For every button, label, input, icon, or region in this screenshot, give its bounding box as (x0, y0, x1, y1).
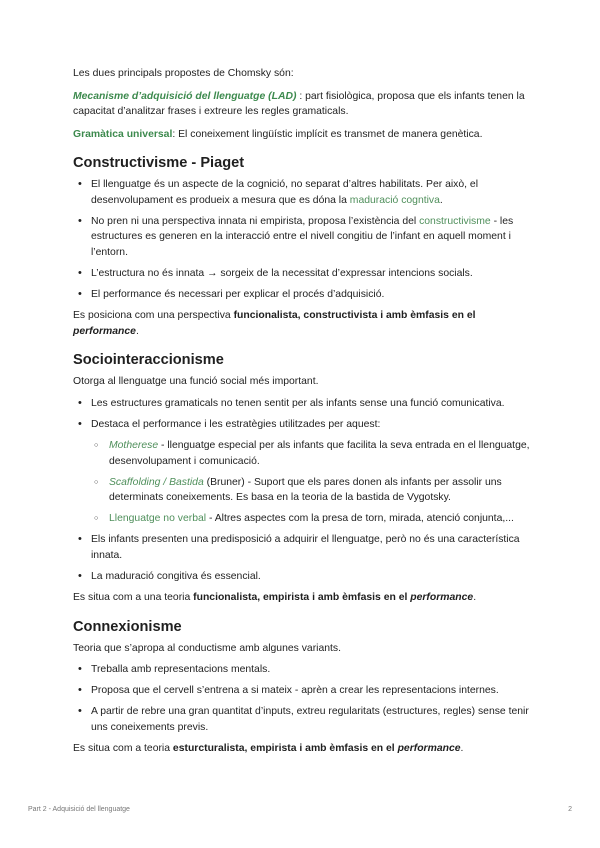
constructivism-heading: Constructivisme - Piaget (73, 155, 245, 171)
footer-title: Part 2 - Adquisició del llenguatge (28, 806, 130, 813)
constructivism-summary: Es posiciona com una perspectiva funcionalista, constructivista i amb èmfasis en el performance. (73, 310, 476, 337)
connex-heading: Connexionisme (73, 618, 182, 635)
list-item: • Treballa amb representacions mentals. (73, 662, 533, 678)
socio-heading: Sociointeraccionisme (73, 352, 224, 368)
socio-summary: Es situa com a una teoria funcionalista, empirista i amb èmfasis en el performance. (73, 592, 477, 603)
nonverbal-term: Llenguatge no verbal (109, 513, 207, 524)
lad-text: : part fisiològica, proposa que els infants tenen la capacitat d’analitzar frases i extreure les regles gramaticals. (73, 90, 525, 117)
page-number: 2 (568, 806, 572, 813)
connex-summary: Es situa com a teoria esturcturalista, empirista i amb èmfasis en el performance. (73, 743, 464, 754)
maduracio-link: maduració cogntiva (349, 194, 440, 206)
lad-term: Mecanisme d’adquisició del llenguatge (LAD) (73, 90, 297, 102)
constructivisme-link: constructivisme (419, 215, 491, 227)
lad-paragraph (73, 89, 533, 120)
socio-list (73, 396, 533, 585)
ug-text: : El coneixement lingüístic implícit es transmet de manera genètica. (172, 128, 483, 140)
page-footer (28, 806, 572, 813)
list-item: • Proposa que el cervell s’entrena a si mateix - aprèn a crear les representacions internes. (73, 683, 533, 699)
list-item: • El llenguatge és un aspecte de la cognició, no separat d’altres habilitats. Per això, el desenvolupament es produeix a mesura que es dóna la maduració cogntiva. (73, 177, 533, 208)
strategies-list (91, 438, 533, 527)
motherese-term: Motherese (109, 440, 159, 451)
list-item: • Els infants presenten una predisposició a adquirir el llenguatge, però no és una característica innata. (73, 532, 533, 563)
connex-list (73, 662, 533, 735)
list-item: • Les estructures gramaticals no tenen sentit per als infants sense una funció comunicativa. (73, 396, 533, 412)
list-item: ○ Scaffolding / Bastida (Bruner) - Suport que els pares donen als infants per assolir uns determinats coneixements. Es basa en la teoria de la bastida de Vygotsky. (91, 475, 533, 506)
list-item: • L’estructura no és innata → sorgeix de la necessitat d’expressar intencions socials. (73, 266, 533, 282)
list-item: • No pren ni una perspectiva innata ni empirista, proposa l’existència del constructivisme - les estructures es generen en la interacció entre el nivell congitiu de l’infant en aquell moment i l’entorn. (73, 214, 533, 261)
ug-term: Gramàtica universal (73, 128, 173, 140)
list-item: • El performance és necessari per explicar el procés d’adquisició. (73, 287, 533, 303)
scaffolding-term: Scaffolding / Bastida (109, 476, 204, 488)
constructivism-list (73, 177, 533, 302)
socio-intro: Otorga al llenguatge una funció social més important. (73, 376, 319, 387)
connex-intro: Teoria que s’apropa al conductisme amb algunes variants. (73, 642, 341, 654)
intro-paragraph: Les dues principals propostes de Chomsky són: (73, 68, 294, 79)
list-item: • Destaca el performance i les estratègies utilitzades per aquest: ○ Motherese - llenguatge especial per als infants que facilita la seva entrada en el llenguatge, desenvolupament i comunicació. ○ Scaffolding / Bastida (Bruner) - Suport que els pares donen als infants per assolir uns determinats coneixements. Es basa en la teoria de la bastida de Vygotsky. ○ Llenguatge no verbal - Altres aspectes com la presa de torn, mirada, atenció conjunta,... (73, 417, 533, 527)
document-body (73, 66, 533, 764)
list-item: ○ Llenguatge no verbal - Altres aspectes com la presa de torn, mirada, atenció conjunta,... (91, 511, 533, 527)
list-item: • A partir de rebre una gran quantitat d’inputs, extreu regularitats (estructures, regles) sense tenir uns coneixements previs. (73, 704, 533, 735)
ug-paragraph (73, 127, 533, 143)
list-item: ○ Motherese - llenguatge especial per als infants que facilita la seva entrada en el llenguatge, desenvolupament i comunicació. (91, 438, 533, 469)
list-item: • La maduració congitiva és essencial. (73, 569, 533, 585)
